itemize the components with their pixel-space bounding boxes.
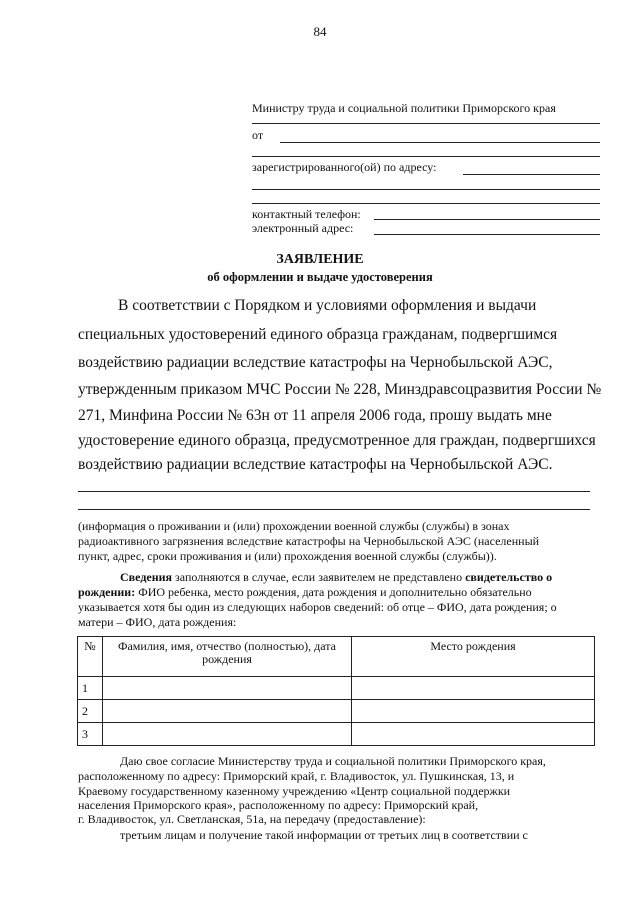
table-row <box>78 723 595 746</box>
address-field-line-2[interactable] <box>252 189 600 190</box>
name-cell[interactable] <box>103 677 352 700</box>
header-number: № <box>78 637 103 677</box>
children-table <box>77 636 595 746</box>
place-cell[interactable] <box>352 700 595 723</box>
service-info-field-line-2[interactable] <box>78 509 590 510</box>
body-line: утвержденным приказом МЧС России № 228, Минздравсоцразвития России № <box>78 381 602 398</box>
body-line: воздействию радиации вследствие катастрофы на Чернобыльской АЭС. <box>78 456 553 473</box>
note-line: радиоактивного загрязнения вследствие катастрофы на Чернобыльской АЭС (населенный <box>78 534 540 548</box>
address-field-line-3[interactable] <box>252 203 600 204</box>
row-number: 3 <box>78 723 103 746</box>
info-line <box>120 570 552 585</box>
name-cell[interactable] <box>103 700 352 723</box>
body-line: специальных удостоверений единого образца гражданам, подвергшимся <box>78 326 558 343</box>
place-cell[interactable] <box>352 723 595 746</box>
consent-line: Краевому государственному казенному учреждению «Центр социальной поддержки <box>78 784 511 798</box>
phone-label: контактный телефон: <box>252 207 361 221</box>
document-subtitle: об оформлении и выдаче удостоверения <box>207 270 433 284</box>
phone-field[interactable] <box>374 219 600 220</box>
consent-line: г. Владивосток, ул. Светланская, 51а, на передачу (предоставление): <box>78 812 426 826</box>
recipient-underline <box>252 123 600 124</box>
header-place: Место рождения <box>352 637 595 677</box>
header-name: Фамилия, имя, отчество (полностью), дата рождения <box>103 637 352 677</box>
info-bold: свидетельство о <box>465 570 553 584</box>
row-number: 1 <box>78 677 103 700</box>
consent-line: расположенному по адресу: Приморский край, г. Владивосток, ул. Пушкинская, 13, и <box>78 769 515 783</box>
name-cell[interactable] <box>103 723 352 746</box>
table-row <box>78 677 595 700</box>
consent-line: третьим лицам и получение такой информации от третьих лиц в соответствии с <box>120 828 528 842</box>
table-header-row <box>78 637 595 677</box>
place-cell[interactable] <box>352 677 595 700</box>
body-line: В соответствии с Порядком и условиями оформления и выдачи <box>118 297 537 314</box>
body-line: 271, Минфина России № 63н от 11 апреля 2006 года, прошу выдать мне <box>78 407 552 424</box>
from-field-line-2[interactable] <box>252 156 600 157</box>
info-text: заполняются в случае, если заявителем не представлено <box>172 570 466 584</box>
address-field[interactable] <box>463 174 600 175</box>
from-field[interactable] <box>280 142 600 143</box>
info-line: матери – ФИО, дата рождения: <box>78 615 237 629</box>
from-label: от <box>252 128 264 142</box>
consent-line: Даю свое согласие Министерству труда и социальной политики Приморского края, <box>120 754 546 768</box>
document-title: ЗАЯВЛЕНИЕ <box>276 252 364 267</box>
page-number: 84 <box>313 24 327 39</box>
email-field[interactable] <box>374 234 600 235</box>
registered-label: зарегистрированного(ой) по адресу: <box>252 160 437 174</box>
consent-line: населения Приморского края», расположенному по адресу: Приморский край, <box>78 798 479 812</box>
service-info-field[interactable] <box>78 491 590 492</box>
info-line <box>78 585 532 600</box>
note-line: (информация о проживании и (или) прохождении военной службы (службы) в зонах <box>78 519 510 533</box>
body-line: удостоверение единого образца, предусмотренное для граждан, подвергшихся <box>78 432 596 449</box>
info-bold: Сведения <box>120 570 173 584</box>
note-line: пункт, адрес, сроки проживания и (или) прохождения военной службы (службы)). <box>78 549 497 563</box>
info-bold: рождении: <box>78 585 136 599</box>
body-line: воздействию радиации вследствие катастрофы на Чернобыльской АЭС, <box>78 354 553 371</box>
email-label: электронный адрес: <box>252 221 354 235</box>
info-text: ФИО ребенка, место рождения, дата рождения и дополнительно обязательно <box>135 585 532 599</box>
recipient-text: Министру труда и социальной политики Приморского края <box>252 101 556 115</box>
row-number: 2 <box>78 700 103 723</box>
table-row <box>78 700 595 723</box>
info-line: указывается хотя бы один из следующих наборов сведений: об отце – ФИО, дата рождения; о <box>78 600 557 614</box>
